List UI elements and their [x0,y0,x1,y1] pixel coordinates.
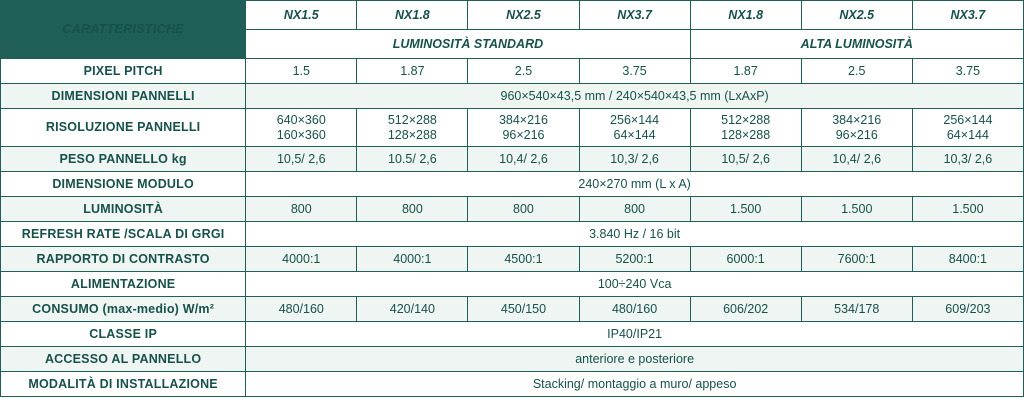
table-row [1,297,1024,322]
row-value-span: 100÷240 Vca [246,272,1024,297]
header-model-5: NX2.5 [801,1,912,30]
row-value-cell: 10,5/ 2,6 [246,147,357,172]
row-value-cell: 10,4/ 2,6 [801,147,912,172]
row-value-cell: 4000:1 [246,247,357,272]
row-value-cell: 1.500 [690,197,801,222]
row-value-cell [912,109,1023,147]
table-row [1,322,1024,347]
row-value-line: 512×288 [721,113,771,128]
table-row [1,247,1024,272]
row-value-cell: 2.5 [468,59,579,84]
header-model-0: NX1.5 [246,1,357,30]
row-value-cell: 1.5 [246,59,357,84]
row-value-span: 3.840 Hz / 16 bit [246,222,1024,247]
row-label: LUMINOSITÀ [1,197,246,222]
row-value-line: 160×360 [276,127,326,142]
row-value-cell: 10,3/ 2,6 [912,147,1023,172]
row-value-cell: 480/160 [579,297,690,322]
row-value-line: 384×216 [832,113,882,128]
row-label: RISOLUZIONE PANNELLI [1,109,246,147]
row-value-cell: 1.87 [357,59,468,84]
row-value-line: 512×288 [387,113,437,128]
row-value-cell: 534/178 [801,297,912,322]
row-value-cell: 1.500 [912,197,1023,222]
table-row [1,147,1024,172]
row-value-cell [801,109,912,147]
table-row [1,59,1024,84]
header-model-4: NX1.8 [690,1,801,30]
row-value-cell: 5200:1 [579,247,690,272]
table-header-models [1,1,1024,30]
row-value-span: 960×540×43,5 mm / 240×540×43,5 mm (LxAxP) [246,84,1024,109]
row-value-cell: 2.5 [801,59,912,84]
row-value-cell: 800 [468,197,579,222]
header-group-standard: LUMINOSITÀ STANDARD [246,30,690,59]
row-value-line: 96×216 [502,127,545,142]
header-group-high: ALTA LUMINOSITÀ [690,30,1023,59]
row-value-line: 128×288 [721,127,771,142]
row-value-cell [357,109,468,147]
row-label: CLASSE IP [1,322,246,347]
row-value-cell: 1.87 [690,59,801,84]
header-model-3: NX3.7 [579,1,690,30]
row-value-cell: 800 [579,197,690,222]
table-row [1,84,1024,109]
table-row [1,372,1024,397]
row-value-line: 256×144 [943,113,993,128]
header-model-6: NX3.7 [912,1,1023,30]
table-row [1,109,1024,147]
row-value-cell: 4000:1 [357,247,468,272]
row-value-cell [468,109,579,147]
table-row [1,222,1024,247]
row-label: DIMENSIONE MODULO [1,172,246,197]
row-value-line: 640×360 [276,113,326,128]
table-row [1,197,1024,222]
row-label: DIMENSIONI PANNELLI [1,84,246,109]
row-value-span: Stacking/ montaggio a muro/ appeso [246,372,1024,397]
row-value-cell: 10,3/ 2,6 [579,147,690,172]
row-value-line: 64×144 [946,127,989,142]
row-label: ACCESSO AL PANNELLO [1,347,246,372]
row-label: PESO PANNELLO kg [1,147,246,172]
row-value-cell [690,109,801,147]
row-label: ALIMENTAZIONE [1,272,246,297]
row-value-cell: 8400:1 [912,247,1023,272]
row-value-line: 96×216 [835,127,878,142]
row-value-cell: 6000:1 [690,247,801,272]
table-row [1,272,1024,297]
row-value-cell: 7600:1 [801,247,912,272]
row-value-line: 384×216 [498,113,548,128]
row-value-line: 64×144 [613,127,656,142]
header-model-1: NX1.8 [357,1,468,30]
row-value-cell: 10,4/ 2,6 [468,147,579,172]
row-value-cell: 3.75 [579,59,690,84]
row-value-line: 128×288 [387,127,437,142]
table-row [1,172,1024,197]
header-model-2: NX2.5 [468,1,579,30]
row-label: CONSUMO (max-medio) W/m² [1,297,246,322]
row-value-cell: 420/140 [357,297,468,322]
row-value-cell: 10.5/ 2,6 [357,147,468,172]
row-value-cell: 609/203 [912,297,1023,322]
row-value-line: 256×144 [610,113,660,128]
row-value-cell: 450/150 [468,297,579,322]
table-row [1,347,1024,372]
row-value-cell: 606/202 [690,297,801,322]
row-label: PIXEL PITCH [1,59,246,84]
row-value-span: 240×270 mm (L x A) [246,172,1024,197]
row-value-span: anteriore e posteriore [246,347,1024,372]
row-value-cell: 3.75 [912,59,1023,84]
row-value-cell: 10,5/ 2,6 [690,147,801,172]
header-feature-label: CARATTERISTICHE [1,1,246,59]
row-value-cell: 4500:1 [468,247,579,272]
row-value-cell: 800 [357,197,468,222]
row-label: REFRESH RATE /SCALA DI GRGI [1,222,246,247]
row-label: MODALITÀ DI INSTALLAZIONE [1,372,246,397]
row-value-cell [246,109,357,147]
row-label: RAPPORTO DI CONTRASTO [1,247,246,272]
row-value-cell: 1.500 [801,197,912,222]
row-value-cell: 800 [246,197,357,222]
row-value-cell: 480/160 [246,297,357,322]
row-value-cell [579,109,690,147]
row-value-span: IP40/IP21 [246,322,1024,347]
